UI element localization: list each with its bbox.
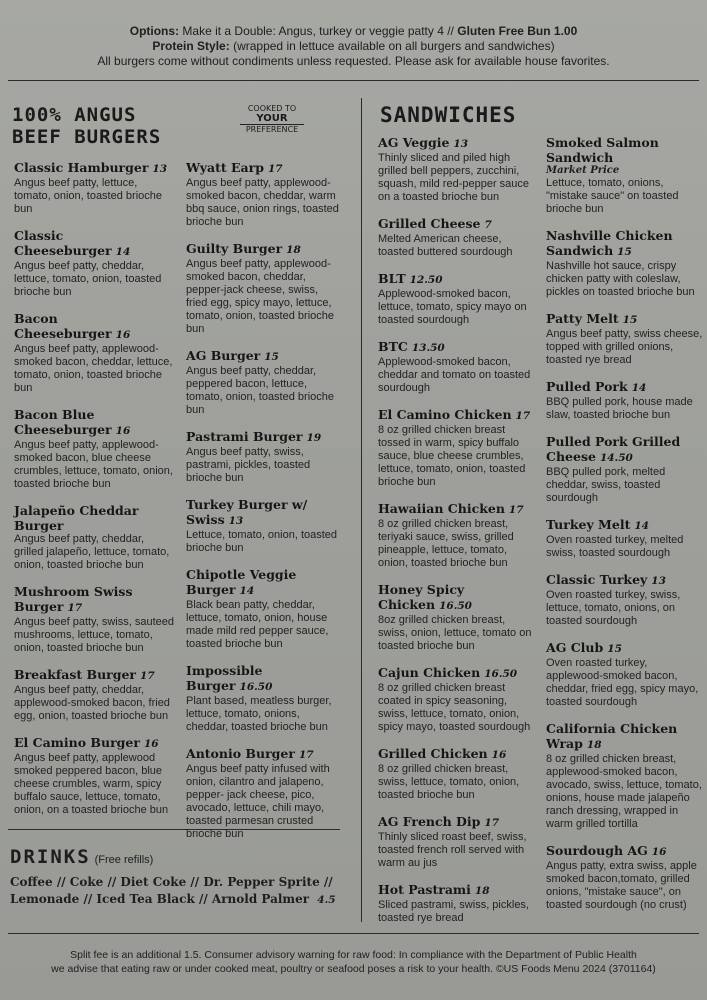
options-text: Make it a Double: Angus, turkey or veggie patty 4 // (182, 24, 454, 38)
menu-item-price: 17 (515, 410, 531, 422)
menu-item-description: Nashville hot sauce, crispy chicken patty with coleslaw, pickles on toasted brioche bun (546, 260, 695, 298)
item-title: Mushroom Swiss Burger (14, 584, 133, 614)
menu-item-price: 14 (631, 382, 647, 394)
menu-item-name (186, 241, 342, 258)
menu-item-name (186, 497, 342, 529)
cooked-to-preference-note: COOKED TO YOUR PREFERENCE (240, 104, 304, 135)
menu-item-name (378, 665, 538, 682)
menu-item-price: 15 (622, 314, 638, 326)
drinks-price: 4.5 (317, 894, 336, 906)
sandwiches-column-2 (546, 135, 706, 924)
burgers-column-2 (186, 160, 342, 853)
menu-item-description: Thinly sliced and piled high grilled bell peppers, zucchini, squash, mild red-pepper sauce on a toasted brioche bun (378, 152, 530, 203)
menu-item-price: 17 (298, 749, 314, 761)
menu-item-description: Angus beef patty, applewood-smoked bacon, cheddar, warm bbq sauce, onion rings, toasted brioche bun (186, 177, 339, 228)
menu-item (378, 814, 538, 870)
menu-item-name (546, 640, 706, 657)
menu-item-description: 8 oz grilled chicken breast, teriyaki sauce, swiss, grilled pineapple, lettuce, tomato, onion, toasted brioche bun (378, 518, 514, 569)
menu-item-price: 15 (607, 643, 622, 655)
menu-item-price: 16.50 (239, 681, 273, 693)
menu-item-name (14, 311, 176, 343)
menu-item (546, 721, 706, 831)
item-title: BTC (378, 339, 408, 354)
menu-item-name (186, 663, 342, 695)
item-title: Grilled Cheese (378, 216, 481, 231)
menu-item-description: 8 oz grilled chicken breast tossed in warm, spicy buffalo sauce, blue cheese crumbles, lettuce, tomato, onion, toasted brioche bun (378, 424, 526, 488)
menu-item-description: Applewood-smoked bacon, lettuce, tomato, spicy mayo on toasted sourdough (378, 288, 527, 326)
drinks-line-1: Coffee // Coke // Diet Coke // Dr. Pepper Sprite // (10, 875, 333, 889)
menu-item-name (546, 228, 706, 260)
menu-item-price: 17 (267, 163, 283, 175)
condiments-note: All burgers come without condiments unless requested. Please ask for available house favorites. (97, 54, 610, 68)
menu-item-description: Angus beef patty, lettuce, tomato, onion, toasted brioche bun (14, 177, 162, 215)
menu-item (546, 572, 706, 628)
menu-item (378, 407, 538, 489)
menu-item (378, 271, 538, 327)
menu-item (546, 228, 706, 299)
menu-item (378, 746, 538, 802)
menu-item-description: 8 oz grilled chicken breast coated in spicy seasoning, swiss, lettuce, tomato, onion, spicy mayo, toasted sourdough (378, 682, 531, 733)
menu-item-price: 16 (651, 846, 667, 858)
sandwiches-title: SANDWICHES (380, 103, 517, 127)
menu-item-name (14, 735, 176, 752)
menu-item-name (14, 160, 176, 177)
menu-item-description: BBQ pulled pork, melted cheddar, swiss, toasted sourdough (546, 466, 666, 504)
menu-item-name (14, 584, 176, 616)
menu-item-name (378, 501, 538, 518)
menu-item-description: Applewood-smoked bacon, cheddar and tomato on toasted sourdough (378, 356, 531, 394)
menu-item-description: Angus beef patty, cheddar, peppered bacon, lettuce, tomato, onion, toasted brioche bun (186, 365, 334, 416)
item-title: Classic Turkey (546, 572, 648, 587)
menu-item (546, 311, 706, 367)
menu-item-name (186, 429, 342, 446)
menu-item-description: 8 oz grilled chicken breast, swiss, lettuce, tomato, onion, toasted brioche bun (378, 763, 520, 801)
menu-item (186, 497, 342, 555)
menu-item-price: 17 (508, 504, 524, 516)
menu-item-price: 18 (474, 885, 490, 897)
menu-item-name (546, 434, 706, 466)
menu-item-price: 13.50 (411, 342, 445, 354)
menu-item-name (378, 882, 538, 899)
menu-item (546, 135, 706, 216)
menu-item-name (546, 379, 706, 396)
menu-item-name (378, 814, 538, 831)
menu-item-price: 13 (651, 575, 666, 587)
menu-item (546, 517, 706, 560)
protein-text: (wrapped in lettuce available on all burgers and sandwiches) (233, 39, 555, 53)
menu-item (546, 379, 706, 422)
menu-item-name (186, 567, 342, 599)
menu-item-description: Angus beef patty, cheddar, grilled jalapeño, lettuce, tomato, onion, toasted brioche bun (14, 533, 170, 571)
menu-item-name (378, 135, 538, 152)
menu-item-name (378, 582, 538, 614)
menu-item (546, 434, 706, 505)
menu-item-description: 8oz grilled chicken breast, swiss, onion, lettuce, tomato on toasted brioche bun (378, 614, 532, 652)
item-title: Turkey Burger w/ Swiss (186, 497, 308, 527)
menu-item (186, 241, 342, 336)
item-title: El Camino Chicken (378, 407, 512, 422)
menu-item-description: 8 oz grilled chicken breast, applewood-smoked bacon, avocado, swiss, lettuce, tomato, onions, house made jalapeño ranch dressing, wrapped in warm grilled tortilla (546, 753, 702, 830)
menu-item (378, 339, 538, 395)
item-title: Antonio Burger (186, 746, 295, 761)
menu-item (186, 348, 342, 417)
menu-item-description: Angus beef patty, applewood-smoked bacon, blue cheese crumbles, lettuce, tomato, onion, toasted brioche bun (14, 439, 173, 490)
menu-item-price: 16 (491, 749, 507, 761)
item-title: AG Veggie (378, 135, 450, 150)
menu-item (546, 640, 706, 709)
menu-item-name (546, 572, 706, 589)
menu-item (378, 665, 538, 734)
menu-item-price: 17 (67, 602, 83, 614)
menu-item-price: 13 (228, 515, 244, 527)
menu-item-description: Melted American cheese, toasted buttered sourdough (378, 233, 513, 258)
menu-item-name (546, 311, 706, 328)
menu-item (14, 735, 176, 817)
item-title: Pulled Pork Grilled Cheese (546, 434, 681, 464)
item-title: El Camino Burger (14, 735, 140, 750)
drinks-title: DRINKS (Free refills) (10, 846, 154, 868)
menu-item-description: Angus beef patty, applewood-smoked bacon, cheddar, pepper-jack cheese, swiss, fried egg, spicy mayo, lettuce, tomato, onion, toasted brioche bun (186, 258, 334, 335)
item-title: Smoked Salmon Sandwich (546, 135, 659, 165)
drinks-list (10, 874, 340, 909)
item-title: Hot Pastrami (378, 882, 471, 897)
menu-item (378, 882, 538, 925)
item-title: Impossible Burger (186, 663, 263, 693)
menu-item-price: 15 (617, 246, 632, 258)
item-title: Bacon Cheeseburger (14, 311, 112, 341)
menu-item-price: 14 (634, 520, 649, 532)
menu-item-description: Oven roasted turkey, swiss, lettuce, tomato, onions, on toasted sourdough (546, 589, 681, 627)
item-title: AG French Dip (378, 814, 481, 829)
menu-item-price: 17 (484, 817, 500, 829)
menu-item (378, 501, 538, 570)
menu-item-description: Angus beef patty, applewood smoked peppered bacon, blue cheese crumbles, warm, spicy buffalo sauce, lettuce, tomato, onion, on a toasted brioche bun (14, 752, 169, 816)
menu-item-name (378, 216, 538, 233)
menu-item-name (546, 135, 706, 165)
menu-item-price: 15 (264, 351, 279, 363)
menu-item-description: Oven roasted turkey, applewood-smoked bacon, cheddar, fried egg, spicy mayo, toasted sourdough (546, 657, 699, 708)
menu-item-description: Angus beef patty, swiss, sauteed mushrooms, lettuce, tomato, onion, toasted brioche bun (14, 616, 174, 654)
menu-item (14, 407, 176, 491)
menu-item-price: 16.50 (484, 668, 518, 680)
item-title: California Chicken Wrap (546, 721, 678, 751)
menu-item-name (378, 271, 538, 288)
menu-item-description: Angus beef patty, cheddar, lettuce, tomato, onion, toasted brioche bun (14, 260, 162, 298)
menu-item-description: Lettuce, tomato, onion, toasted brioche bun (186, 529, 338, 554)
item-title: Wyatt Earp (186, 160, 264, 175)
item-title: BLT (378, 271, 406, 286)
item-title: Guilty Burger (186, 241, 283, 256)
menu-item-description: Thinly sliced roast beef, swiss, toasted french roll served with warm au jus (378, 831, 527, 869)
menu-item-price: 12.50 (409, 274, 443, 286)
menu-item-price: 16 (143, 738, 159, 750)
menu-item-description: Angus beef patty infused with onion, cilantro and jalapeno, pepper- jack cheese, pico, avocado, lettuce, chili mayo, toasted parmesan crusted brioche bun (186, 763, 330, 840)
menu-item (14, 160, 176, 216)
menu-item-name (378, 407, 538, 424)
menu-item (186, 567, 342, 651)
options-note (0, 24, 707, 69)
consumer-advisory-footer: Split fee is an additional 1.5. Consumer advisory warning for raw food: In compliance with the Department of Public Health we advise that eating raw or under cooked meat, poultry or seafood poses a risk to your health. ©US Foods Menu 2024 (3701164) (51, 949, 656, 975)
menu-item-description: Angus beef patty, swiss, pastrami, pickles, toasted brioche bun (186, 446, 311, 484)
menu-item-price: 16.50 (439, 600, 472, 612)
item-title: Turkey Melt (546, 517, 631, 532)
menu-item (378, 135, 538, 204)
menu-item-name (14, 503, 176, 533)
menu-item-price: 14 (239, 585, 255, 597)
menu-item (14, 503, 176, 572)
item-title: AG Club (546, 640, 604, 655)
item-title: Patty Melt (546, 311, 619, 326)
menu-item-description: Angus beef patty, swiss cheese, topped with grilled onions, toasted rye bread (546, 328, 703, 366)
sandwiches-column-1 (378, 135, 538, 937)
item-title: AG Burger (186, 348, 261, 363)
menu-item-price: 19 (306, 432, 322, 444)
menu-item-price: 13 (453, 138, 469, 150)
item-title: Jalapeño Cheddar Burger (14, 503, 139, 533)
menu-item (186, 160, 342, 229)
item-title: Pastrami Burger (186, 429, 303, 444)
item-title: Chipotle Veggie Burger (186, 567, 297, 597)
item-title: Classic Cheeseburger (14, 228, 112, 258)
burgers-column-1 (14, 160, 176, 829)
menu-item-name (378, 746, 538, 763)
menu-item-name (546, 517, 706, 534)
menu-item-subtitle: Market Price (546, 165, 620, 176)
menu-item-name (186, 160, 342, 177)
top-divider (8, 80, 699, 81)
menu-item-price: 13 (152, 163, 168, 175)
menu-item (14, 228, 176, 299)
item-title: Hawaiian Chicken (378, 501, 505, 516)
burgers-title: 100% ANGUS BEEF BURGERS (12, 104, 162, 148)
item-title: Classic Hamburger (14, 160, 149, 175)
bottom-divider (8, 933, 699, 934)
item-title: Bacon Blue Cheeseburger (14, 407, 112, 437)
menu-item (186, 746, 342, 841)
drinks-line-2: Lemonade // Iced Tea Black // Arnold Palmer (10, 892, 310, 906)
menu-item-price: 17 (140, 670, 155, 682)
item-title: Nashville Chicken Sandwich (546, 228, 673, 258)
menu-item-price: 16 (115, 425, 131, 437)
menu-item-description: Angus beef patty, cheddar, applewood-smoked bacon, fried egg, onion, toasted brioche bun (14, 684, 170, 722)
menu-item (186, 663, 342, 734)
menu-item-description: Plant based, meatless burger, lettuce, tomato, onions, cheddar, toasted brioche bun (186, 695, 332, 733)
item-title: Cajun Chicken (378, 665, 481, 680)
item-title: Grilled Chicken (378, 746, 488, 761)
drinks-refill-note: (Free refills) (94, 854, 154, 866)
menu-item-description: Sliced pastrami, swiss, pickles, toasted rye bread (378, 899, 529, 924)
menu-item-price: 14 (115, 246, 131, 258)
menu-item-price: 14.50 (599, 452, 633, 464)
menu-item (378, 216, 538, 259)
menu-item-description: Angus beef patty, applewood-smoked bacon, cheddar, lettuce, tomato, onion, toasted brioche bun (14, 343, 173, 394)
menu-item-name (14, 667, 176, 684)
menu-item-price: 7 (484, 219, 492, 231)
menu-item-description: Angus patty, extra swiss, apple smoked bacon,tomato, grilled onions, "mistake sauce", on toasted sourdough (no crust) (546, 860, 697, 911)
menu-item-name (14, 228, 176, 260)
menu-item (378, 582, 538, 653)
menu-item-description: Lettuce, tomato, onions, "mistake sauce" on toasted brioche bun (546, 177, 679, 215)
menu-item (186, 429, 342, 485)
menu-item (14, 311, 176, 395)
menu-item-name (546, 721, 706, 753)
menu-item-description: Oven roasted turkey, melted swiss, toasted sourdough (546, 534, 684, 559)
column-divider (361, 98, 362, 922)
item-title: Pulled Pork (546, 379, 628, 394)
menu-item (14, 584, 176, 655)
gluten-free-text: Gluten Free Bun 1.00 (457, 24, 578, 38)
menu-item (14, 667, 176, 723)
menu-item (546, 843, 706, 912)
menu-item-description: Black bean patty, cheddar, lettuce, tomato, onion, house made mild red pepper sauce, toasted brioche bun (186, 599, 329, 650)
menu-item-name (186, 746, 342, 763)
options-label: Options: (129, 24, 180, 38)
menu-item-name (186, 348, 342, 365)
menu-item-description: BBQ pulled pork, house made slaw, toasted brioche bun (546, 396, 693, 421)
item-title: Breakfast Burger (14, 667, 137, 682)
menu-item-price: 18 (586, 739, 602, 751)
menu-item-name (14, 407, 176, 439)
menu-item-price: 16 (115, 329, 131, 341)
menu-item-name (546, 843, 706, 860)
protein-label: Protein Style: (152, 39, 230, 53)
item-title: Sourdough AG (546, 843, 648, 858)
menu-item-price: 18 (286, 244, 301, 256)
menu-item-name (378, 339, 538, 356)
item-title: Honey Spicy Chicken (378, 582, 465, 612)
